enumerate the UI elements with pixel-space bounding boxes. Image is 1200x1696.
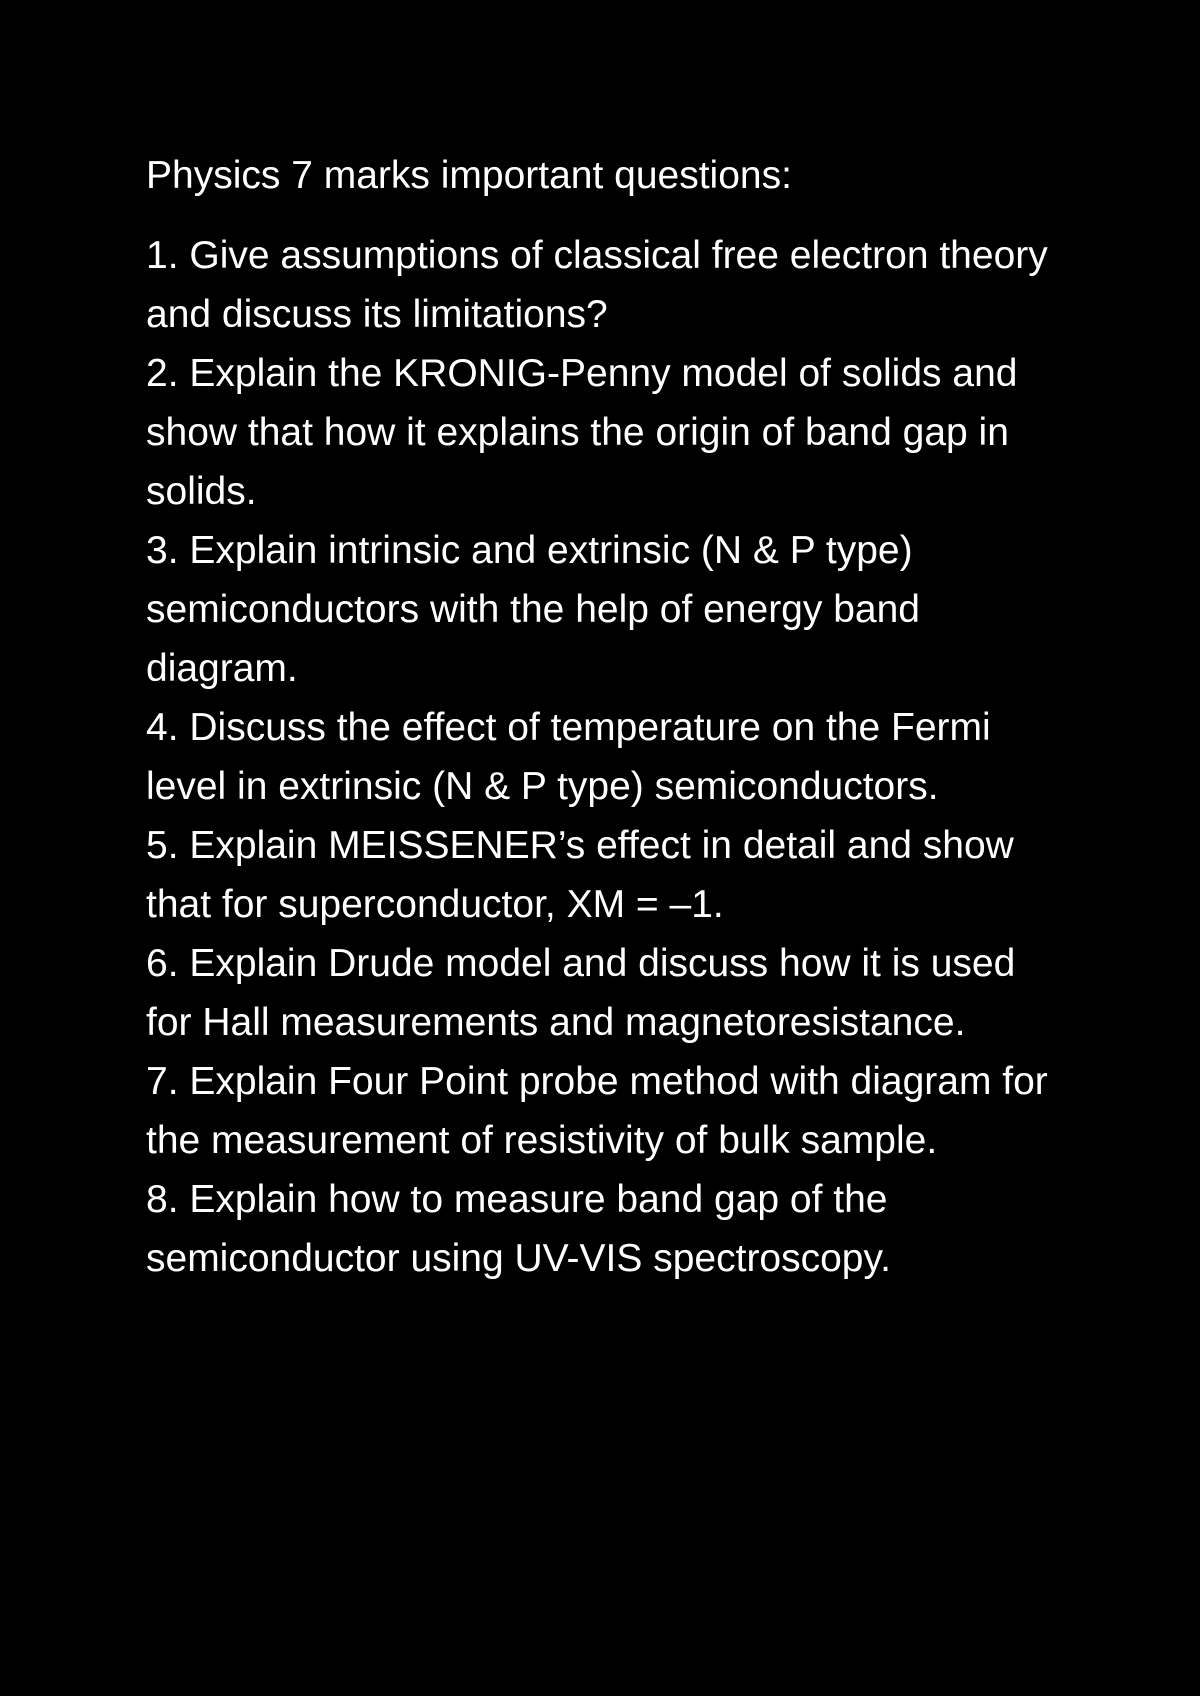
document-title: Physics 7 marks important questions:	[146, 154, 792, 197]
question-item-7: 7. Explain Four Point probe method with diagram for the measurement of resistivity of bulk sample.	[146, 1060, 1048, 1162]
question-item-6: 6. Explain Drude model and discuss how it is used for Hall measurements and magnetoresistance.	[146, 942, 1016, 1044]
question-item-2: 2. Explain the KRONIG-Penny model of solids and show that how it explains the origin of band gap in solids.	[146, 352, 1018, 513]
question-item-8: 8. Explain how to measure band gap of the semiconductor using UV-VIS spectroscopy.	[146, 1178, 891, 1280]
question-item-5: 5. Explain MEISSENER’s effect in detail and show that for superconductor, XM = –1.	[146, 824, 1014, 926]
question-item-1: 1. Give assumptions of classical free electron theory and discuss its limitations?	[146, 234, 1048, 336]
question-item-4: 4. Discuss the effect of temperature on the Fermi level in extrinsic (N & P type) semiconductors.	[146, 706, 991, 808]
question-list	[146, 226, 1066, 1288]
document-content	[146, 146, 1066, 1288]
question-item-3: 3. Explain intrinsic and extrinsic (N & P type) semiconductors with the help of energy band diagram.	[146, 529, 920, 690]
